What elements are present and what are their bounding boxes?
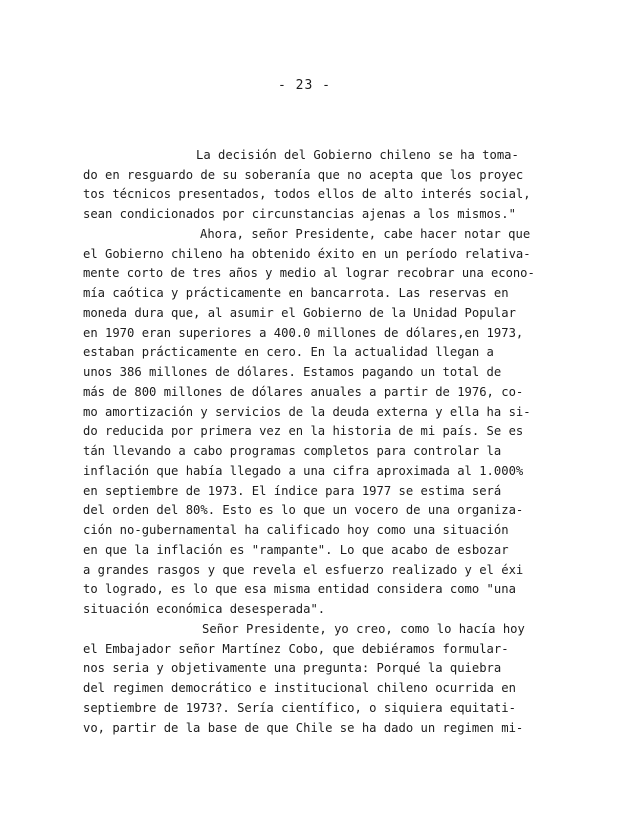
text-line: unos 386 millones de dólares. Estamos pagando un total de bbox=[83, 365, 502, 379]
text-line: mo amortización y servicios de la deuda externa y ella ha si- bbox=[83, 405, 531, 419]
text-line: do en resguardo de su soberanía que no acepta que los proyec bbox=[83, 168, 524, 182]
text-line: tos técnicos presentados, todos ellos de alto interés social, bbox=[83, 187, 531, 201]
text-line: Ahora, señor Presidente, cabe hacer notar que bbox=[200, 227, 531, 241]
text-line: Señor Presidente, yo creo, como lo hacía hoy bbox=[202, 622, 525, 636]
text-line: do reducida por primera vez en la historia de mi país. Se es bbox=[83, 424, 524, 438]
text-line: estaban prácticamente en cero. En la actualidad llegan a bbox=[83, 345, 494, 359]
text-line: nos seria y objetivamente una pregunta: Porqué la quiebra bbox=[83, 661, 502, 675]
page-number: - 23 - bbox=[278, 78, 331, 93]
text-line: en que la inflación es "rampante". Lo que acabo de esbozar bbox=[83, 543, 509, 557]
text-line: septiembre de 1973?. Sería científico, o siquiera equitati- bbox=[83, 701, 516, 715]
text-line: a grandes rasgos y que revela el esfuerzo realizado y el éxi bbox=[83, 563, 524, 577]
text-line: tán llevando a cabo programas completos para controlar la bbox=[83, 444, 502, 458]
text-line: sean condicionados por circunstancias ajenas a los mismos." bbox=[83, 207, 516, 221]
text-line: to logrado, es lo que esa misma entidad considera como "una bbox=[83, 582, 516, 596]
text-line: mente corto de tres años y medio al lograr recobrar una econo- bbox=[83, 266, 535, 280]
text-line: ción no-gubernamental ha calificado hoy como una situación bbox=[83, 523, 509, 537]
text-line: del regimen democrático e institucional chileno ocurrida en bbox=[83, 681, 516, 695]
text-line: el Gobierno chileno ha obtenido éxito en un período relativa- bbox=[83, 247, 531, 261]
text-line: vo, partir de la base de que Chile se ha dado un regimen mi- bbox=[83, 721, 524, 735]
text-line: inflación que había llegado a una cifra aproximada al 1.000% bbox=[83, 464, 524, 478]
text-line: del orden del 80%. Esto es lo que un vocero de una organiza- bbox=[83, 503, 524, 517]
text-line: La decisión del Gobierno chileno se ha toma- bbox=[196, 148, 519, 162]
text-line: el Embajador señor Martínez Cobo, que debiéramos formular- bbox=[83, 642, 509, 656]
text-line: en septiembre de 1973. El índice para 1977 se estima será bbox=[83, 484, 502, 498]
text-line: mía caótica y prácticamente en bancarrota. Las reservas en bbox=[83, 286, 509, 300]
text-line: más de 800 millones de dólares anuales a partir de 1976, co- bbox=[83, 385, 524, 399]
text-line: moneda dura que, al asumir el Gobierno de la Unidad Popular bbox=[83, 306, 516, 320]
text-line: en 1970 eran superiores a 400.0 millones de dólares,en 1973, bbox=[83, 326, 524, 340]
text-line: situación económica desesperada". bbox=[83, 602, 326, 616]
